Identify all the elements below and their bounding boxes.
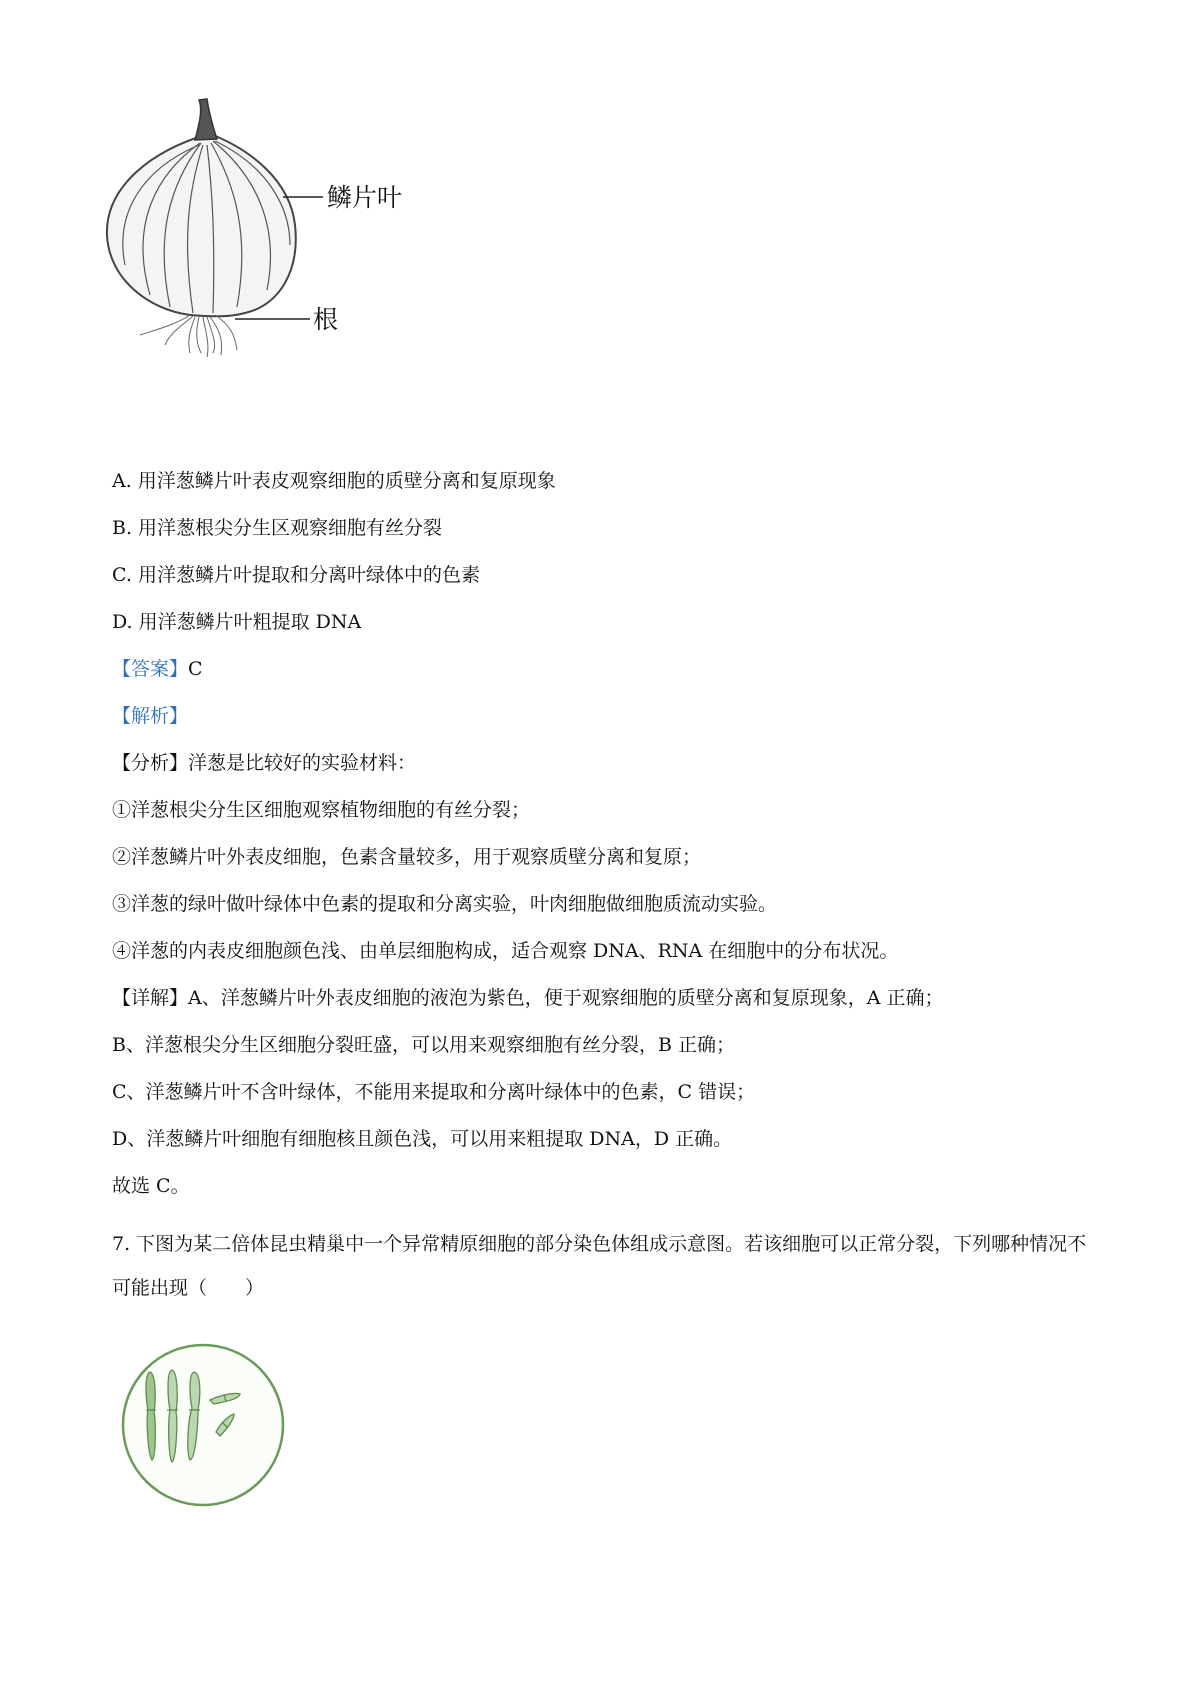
- cell-figure: [110, 1340, 300, 1510]
- detail-a: A、洋葱鳞片叶外表皮细胞的液泡为紫色，便于观察细胞的质壁分离和复原现象，A 正确；: [188, 987, 944, 1009]
- question-7: 7. 下图为某二倍体昆虫精巢中一个异常精原细胞的部分染色体组成示意图。若该细胞可以正常分裂，下列哪种情况不可能出现（ ）: [112, 1233, 1087, 1299]
- detail-line-d: D、洋葱鳞片叶细胞有细胞核且颜色浅，可以用来粗提取 DNA，D 正确。: [112, 1128, 733, 1150]
- option-b: B. 用洋葱根尖分生区观察细胞有丝分裂: [112, 517, 443, 539]
- detail-tag: 【详解】: [112, 987, 189, 1009]
- fenxi-intro: 洋葱是比较好的实验材料：: [188, 752, 417, 774]
- label-scale-leaf: 鳞片叶: [327, 183, 403, 212]
- onion-neck: [195, 99, 217, 140]
- detail-conclusion: 故选 C。: [112, 1175, 190, 1197]
- detail-line-a: [112, 985, 944, 1011]
- fenxi-point-3: ③洋葱的绿叶做叶绿体中色素的提取和分离实验，叶肉细胞做细胞质流动实验。: [112, 893, 778, 915]
- fenxi-point-4: ④洋葱的内表皮细胞颜色浅、由单层细胞构成，适合观察 DNA、RNA 在细胞中的分布状况。: [112, 940, 899, 962]
- analysis-tag: 【解析】: [112, 705, 189, 727]
- onion-roots: [140, 315, 237, 357]
- fenxi-line: [112, 750, 416, 776]
- fenxi-point-1: ①洋葱根尖分生区细胞观察植物细胞的有丝分裂；: [112, 799, 531, 821]
- answer-tag: 【答案】: [112, 658, 189, 680]
- detail-line-b: B、洋葱根尖分生区细胞分裂旺盛，可以用来观察细胞有丝分裂，B 正确；: [112, 1034, 735, 1056]
- detail-line-c: C、洋葱鳞片叶不含叶绿体，不能用来提取和分离叶绿体中的色素，C 错误；: [112, 1081, 756, 1103]
- option-c: C. 用洋葱鳞片叶提取和分离叶绿体中的色素: [112, 564, 480, 586]
- onion-figure: [95, 95, 425, 395]
- fenxi-tag: 【分析】: [112, 752, 189, 774]
- answer-value: C: [188, 658, 203, 680]
- answer-line: [112, 656, 203, 682]
- option-d: D. 用洋葱鳞片叶粗提取 DNA: [112, 611, 362, 633]
- fenxi-point-2: ②洋葱鳞片叶外表皮细胞，色素含量较多，用于观察质壁分离和复原；: [112, 846, 702, 868]
- chromosome-2: [168, 1370, 177, 1462]
- label-root: 根: [313, 305, 339, 334]
- option-a: A. 用洋葱鳞片叶表皮观察细胞的质壁分离和复原现象: [112, 470, 556, 492]
